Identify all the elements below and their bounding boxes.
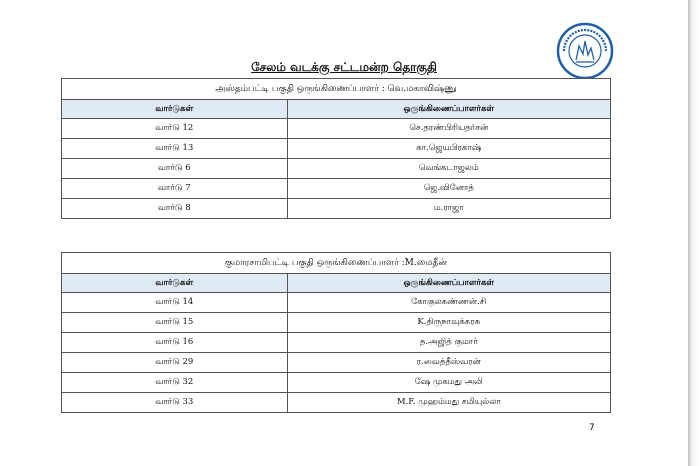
coordinator-cell: ஜெ.வினோத் [287, 179, 610, 199]
page-edge-shadow [688, 0, 700, 466]
table-row [62, 179, 611, 199]
coordinator-cell: கா.ஜெயபிரகாஷ் [287, 139, 610, 159]
coordinator-cell: M.F. முஹம்மது சமியுல்லா [287, 393, 610, 413]
coordinator-cell: ஷே முகமது அலி [287, 373, 610, 393]
table-row [62, 393, 611, 413]
coordinator-cell: ம.ராஜா [287, 199, 610, 219]
ward-cell: வார்டு 13 [62, 139, 288, 159]
ward-cell: வார்டு 32 [62, 373, 288, 393]
ward-cell: வார்டு 8 [62, 199, 288, 219]
section-title: குமாரசாமிபட்டி பகுதி ஒருங்கிணைப்பாளர் :M.மைதீன் [62, 253, 611, 274]
table-row [62, 353, 611, 373]
header-row [62, 274, 611, 293]
ward-column-header: வார்டுகள் [62, 274, 288, 293]
page-number: 7 [589, 423, 595, 433]
section-title-row [62, 79, 611, 100]
ward-cell: வார்டு 16 [62, 333, 288, 353]
table-row [62, 313, 611, 333]
coordinator-column-header: ஒருங்கிணைப்பாளர்கள் [287, 274, 610, 293]
heading-text: சேலம் வடக்கு சட்டமன்ற தொகுதி [251, 60, 437, 74]
coordinator-cell: கோகுலகண்ணன்.சி [287, 293, 610, 313]
coordinator-column-header: ஒருங்கிணைப்பாளர்கள் [287, 100, 610, 119]
header-row [62, 100, 611, 119]
ward-cell: வார்டு 33 [62, 393, 288, 413]
section-table-1 [61, 78, 611, 219]
coordinator-cell: ர.வைத்தீஸ்வரன் [287, 353, 610, 373]
table-row [62, 199, 611, 219]
table-row [62, 373, 611, 393]
table-row [62, 333, 611, 353]
coordinator-cell: வெங்கடாஜலம் [287, 159, 610, 179]
ward-cell: வார்டு 7 [62, 179, 288, 199]
section-title: அஸ்தம்பட்டி பகுதி ஒருங்கிணைப்பாளர் : வெ.மகாவிஷ்ணு [62, 79, 611, 100]
ward-column-header: வார்டுகள் [62, 100, 288, 119]
table-row [62, 159, 611, 179]
ward-cell: வார்டு 29 [62, 353, 288, 373]
ward-cell: வார்டு 15 [62, 313, 288, 333]
table-row [62, 119, 611, 139]
table-row [62, 139, 611, 159]
table-row [62, 293, 611, 313]
coordinator-cell: K.திருநாவுக்கரசு [287, 313, 610, 333]
coordinator-cell: த.அஜித் குமார் [287, 333, 610, 353]
ward-cell: வார்டு 14 [62, 293, 288, 313]
ward-cell: வார்டு 6 [62, 159, 288, 179]
ward-cell: வார்டு 12 [62, 119, 288, 139]
coordinator-cell: செ.தரண்பிரியதர்சன் [287, 119, 610, 139]
section-table-2 [61, 252, 611, 413]
section-title-row [62, 253, 611, 274]
